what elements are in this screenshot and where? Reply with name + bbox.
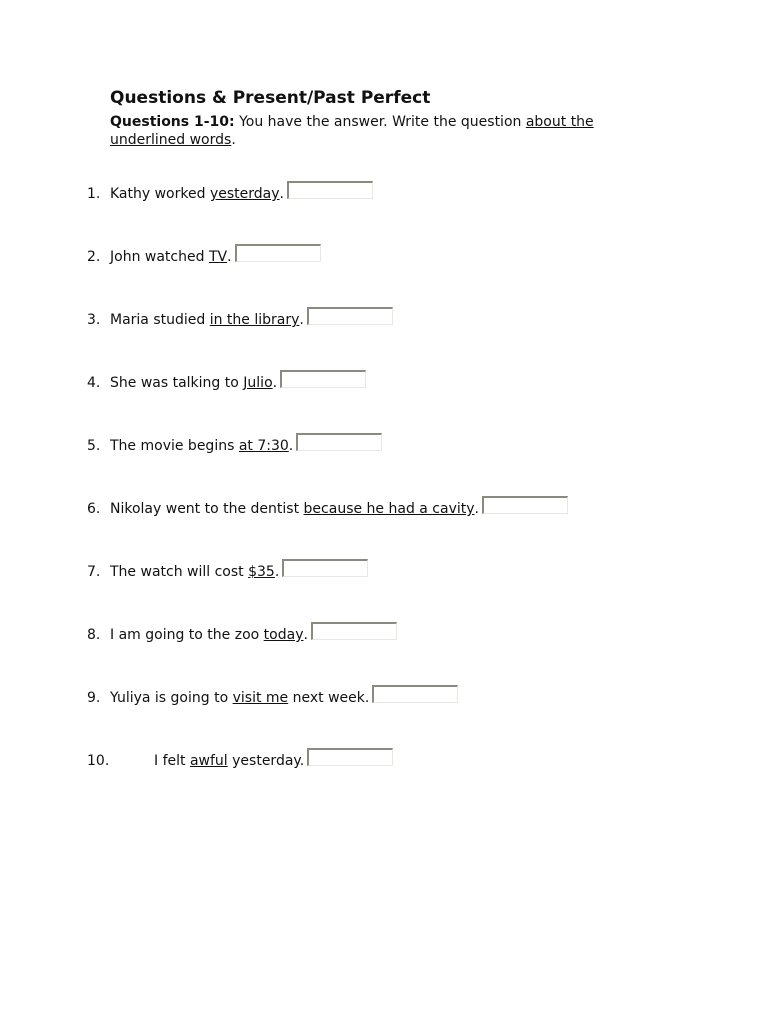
question-text: I am going to the zoo (110, 627, 264, 643)
instructions-period: . (231, 132, 236, 148)
question-underlined: visit me (232, 690, 289, 706)
question-text-end: . (272, 375, 278, 391)
question-underlined: because he had a cavity (303, 501, 475, 517)
question-text-end: . (303, 627, 308, 643)
question-3 (87, 304, 393, 328)
answer-input-2[interactable] (235, 244, 321, 262)
question-text: John watched (110, 249, 209, 265)
question-6 (87, 493, 568, 517)
question-number: 6. (87, 501, 101, 517)
question-text-end: . (227, 249, 232, 265)
instructions (110, 113, 670, 149)
question-underlined: today (263, 627, 304, 643)
answer-input-5[interactable] (296, 433, 382, 451)
answer-input-10[interactable] (307, 748, 393, 766)
question-10 (87, 745, 393, 769)
question-text: Yuliya is going to (110, 690, 233, 706)
question-8 (87, 619, 397, 643)
instructions-label: Questions 1-10: (110, 114, 235, 130)
question-underlined: yesterday (209, 186, 280, 202)
question-text: The watch will cost (110, 564, 249, 580)
question-number: 9. (87, 690, 101, 706)
question-number: 4. (87, 375, 101, 391)
answer-input-9[interactable] (372, 685, 458, 703)
question-text: Maria studied (110, 312, 210, 328)
question-underlined: at 7:30 (238, 438, 289, 454)
question-underlined: $35 (248, 564, 275, 580)
question-number: 3. (87, 312, 101, 328)
instructions-underlined: about the underlined words (110, 114, 594, 148)
worksheet-title: Questions & Present/Past Perfect (110, 88, 431, 108)
question-number: 7. (87, 564, 101, 580)
question-9 (87, 682, 458, 706)
question-number: 8. (87, 627, 101, 643)
question-underlined: awful (189, 753, 228, 769)
question-5 (87, 430, 382, 454)
question-text-end: . (274, 564, 280, 580)
question-text: I felt (154, 753, 190, 769)
question-text-end: . (299, 312, 304, 328)
instructions-text: You have the answer. Write the question (234, 114, 526, 130)
question-text-end: . (288, 438, 294, 454)
question-underlined: in the library (209, 312, 300, 328)
question-text: Kathy worked (110, 186, 210, 202)
answer-input-4[interactable] (280, 370, 366, 388)
question-text: The movie begins (110, 438, 239, 454)
question-underlined: TV (208, 249, 228, 265)
question-7 (87, 556, 368, 580)
answer-input-6[interactable] (482, 496, 568, 514)
answer-input-3[interactable] (307, 307, 393, 325)
question-number: 10. (87, 753, 110, 769)
question-text-end: . (474, 501, 479, 517)
answer-input-7[interactable] (282, 559, 368, 577)
question-underlined: Julio (243, 375, 273, 391)
question-1 (87, 178, 373, 202)
question-text: Nikolay went to the dentist (110, 501, 304, 517)
question-number: 1. (87, 186, 101, 202)
question-text: She was talking to (110, 375, 244, 391)
question-number: 5. (87, 438, 101, 454)
question-4 (87, 367, 366, 391)
question-text-end: . (279, 186, 284, 202)
answer-input-1[interactable] (287, 181, 373, 199)
question-2 (87, 241, 321, 265)
answer-input-8[interactable] (311, 622, 397, 640)
question-text-end: yesterday. (227, 753, 305, 769)
question-number: 2. (87, 249, 101, 265)
question-text-end: next week. (288, 690, 370, 706)
